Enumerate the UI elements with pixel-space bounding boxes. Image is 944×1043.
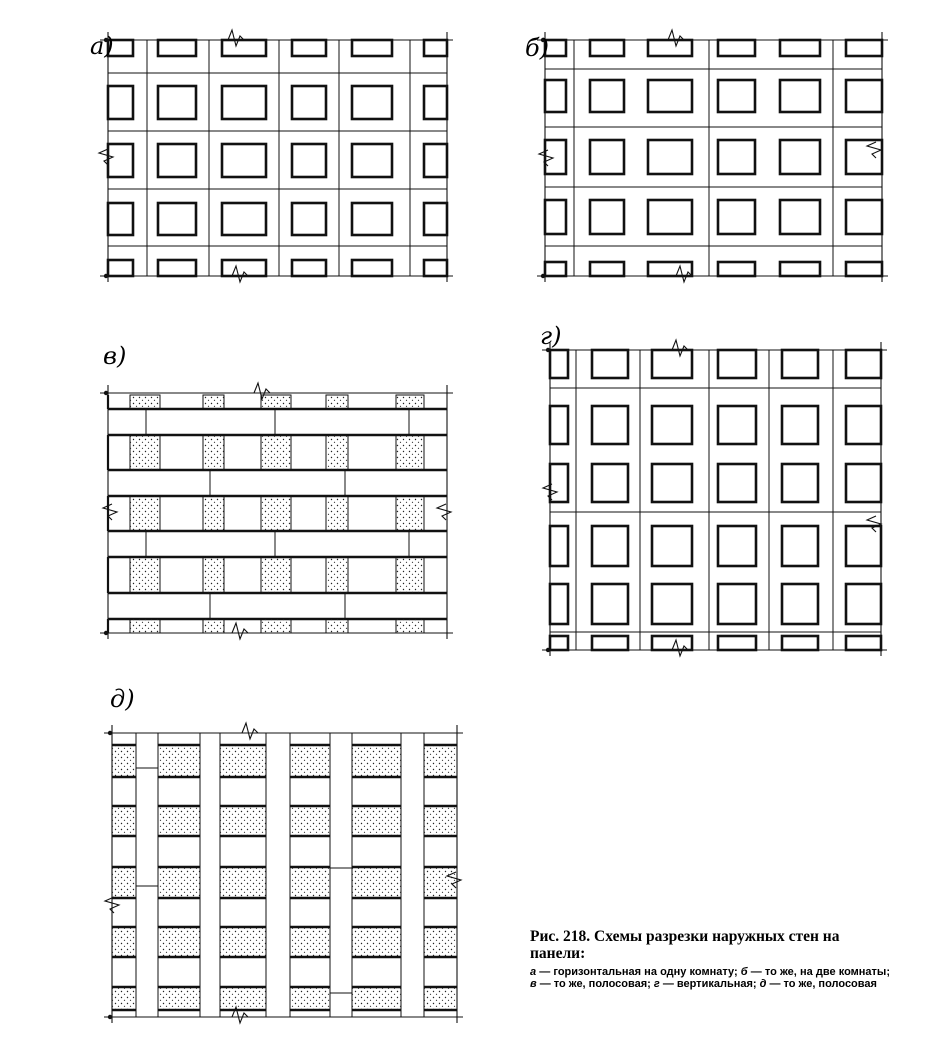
window-opening bbox=[648, 80, 692, 112]
insulation-infill bbox=[326, 496, 348, 531]
insulation-infill bbox=[158, 745, 200, 777]
window-opening bbox=[652, 464, 692, 502]
insulation-infill bbox=[203, 557, 224, 593]
panel-v-horizontal-strip bbox=[100, 383, 453, 639]
insulation-infill bbox=[112, 927, 136, 957]
window-opening bbox=[652, 526, 692, 566]
insulation-infill bbox=[352, 987, 401, 1010]
insulation-infill bbox=[326, 557, 348, 593]
insulation-infill bbox=[352, 745, 401, 777]
legend-letter-b: б bbox=[740, 966, 748, 978]
window-opening bbox=[352, 144, 392, 177]
insulation-infill bbox=[424, 745, 457, 777]
legend-text-g: — вертикальная; bbox=[659, 978, 760, 990]
insulation-infill bbox=[220, 927, 266, 957]
insulation-infill bbox=[203, 496, 224, 531]
window-opening bbox=[550, 464, 568, 502]
window-opening bbox=[782, 464, 818, 502]
window-opening bbox=[550, 526, 568, 566]
window-opening bbox=[652, 350, 692, 378]
insulation-infill bbox=[396, 557, 424, 593]
window-opening bbox=[352, 260, 392, 276]
window-opening bbox=[108, 260, 133, 276]
insulation-infill bbox=[130, 619, 160, 633]
insulation-infill bbox=[130, 395, 160, 409]
corner-dot bbox=[108, 1015, 112, 1019]
window-opening bbox=[846, 200, 882, 234]
window-opening bbox=[222, 203, 266, 235]
insulation-infill bbox=[424, 987, 457, 1010]
panel-a-horizontal-one-room bbox=[99, 30, 453, 282]
window-opening bbox=[424, 86, 447, 119]
window-opening bbox=[846, 262, 882, 276]
break-mark bbox=[867, 516, 881, 532]
insulation-infill bbox=[220, 745, 266, 777]
window-opening bbox=[590, 262, 624, 276]
window-opening bbox=[592, 464, 628, 502]
panel-d-vertical-strip bbox=[104, 723, 463, 1023]
insulation-infill bbox=[220, 867, 266, 898]
insulation-infill bbox=[290, 745, 330, 777]
window-opening bbox=[108, 86, 133, 119]
insulation-infill bbox=[290, 927, 330, 957]
break-mark bbox=[672, 340, 688, 356]
insulation-infill bbox=[261, 619, 291, 633]
window-opening bbox=[846, 584, 881, 624]
corner-dot bbox=[108, 731, 112, 735]
window-opening bbox=[592, 526, 628, 566]
legend-letter-d: д bbox=[759, 978, 767, 990]
break-mark bbox=[103, 504, 117, 520]
window-opening bbox=[292, 203, 326, 235]
window-opening bbox=[352, 86, 392, 119]
window-opening bbox=[545, 262, 566, 276]
insulation-infill bbox=[158, 867, 200, 898]
insulation-infill bbox=[112, 867, 136, 898]
legend-letter-a: а bbox=[530, 966, 537, 978]
break-mark bbox=[242, 723, 258, 739]
window-opening bbox=[550, 350, 568, 378]
window-opening bbox=[780, 80, 820, 112]
insulation-infill bbox=[203, 435, 224, 470]
insulation-infill bbox=[326, 435, 348, 470]
window-opening bbox=[718, 200, 755, 234]
window-opening bbox=[590, 80, 624, 112]
window-opening bbox=[592, 584, 628, 624]
break-mark bbox=[437, 504, 451, 520]
window-opening bbox=[782, 350, 818, 378]
window-opening bbox=[846, 140, 882, 174]
insulation-infill bbox=[424, 927, 457, 957]
window-opening bbox=[718, 262, 755, 276]
window-opening bbox=[592, 406, 628, 444]
break-mark bbox=[228, 30, 244, 46]
window-opening bbox=[846, 40, 882, 56]
insulation-infill bbox=[290, 867, 330, 898]
window-opening bbox=[292, 86, 326, 119]
window-opening bbox=[648, 200, 692, 234]
break-mark bbox=[668, 30, 684, 46]
legend-text-b: — то же, на две комнаты; bbox=[747, 966, 890, 978]
insulation-infill bbox=[352, 806, 401, 836]
insulation-infill bbox=[220, 806, 266, 836]
window-opening bbox=[590, 140, 624, 174]
window-opening bbox=[782, 636, 818, 650]
window-opening bbox=[292, 144, 326, 177]
window-opening bbox=[545, 80, 566, 112]
insulation-infill bbox=[396, 619, 424, 633]
insulation-infill bbox=[220, 987, 266, 1010]
insulation-infill bbox=[326, 619, 348, 633]
window-opening bbox=[590, 40, 624, 56]
window-opening bbox=[592, 636, 628, 650]
window-opening bbox=[718, 464, 756, 502]
window-opening bbox=[718, 406, 756, 444]
insulation-infill bbox=[396, 395, 424, 409]
caption-title: Рис. 218. Схемы разрезки наружных стен на панели: bbox=[530, 928, 840, 962]
panel-b-label: б) bbox=[525, 34, 550, 62]
legend-letter-v: в bbox=[530, 978, 537, 990]
window-opening bbox=[718, 40, 755, 56]
insulation-infill bbox=[130, 496, 160, 531]
panel-a-label: а) bbox=[90, 32, 114, 60]
window-opening bbox=[718, 140, 755, 174]
window-opening bbox=[780, 200, 820, 234]
insulation-infill bbox=[158, 806, 200, 836]
insulation-infill bbox=[396, 435, 424, 470]
caption-legend bbox=[530, 966, 890, 990]
window-opening bbox=[846, 350, 881, 378]
insulation-infill bbox=[158, 927, 200, 957]
window-opening bbox=[648, 140, 692, 174]
break-mark bbox=[232, 266, 248, 282]
window-opening bbox=[158, 203, 196, 235]
insulation-infill bbox=[112, 806, 136, 836]
break-mark bbox=[99, 149, 113, 165]
window-opening bbox=[108, 144, 133, 177]
window-opening bbox=[222, 260, 266, 276]
window-opening bbox=[424, 203, 447, 235]
panel-v-label: в) bbox=[103, 342, 127, 370]
insulation-infill bbox=[130, 557, 160, 593]
window-opening bbox=[550, 584, 568, 624]
legend-letter-g: г bbox=[653, 978, 660, 990]
window-opening bbox=[158, 40, 196, 56]
window-opening bbox=[592, 350, 628, 378]
window-opening bbox=[718, 636, 756, 650]
window-opening bbox=[782, 584, 818, 624]
window-opening bbox=[292, 40, 326, 56]
panel-g-label: г) bbox=[540, 322, 562, 350]
corner-dot bbox=[104, 391, 108, 395]
insulation-infill bbox=[261, 557, 291, 593]
window-opening bbox=[424, 260, 447, 276]
window-opening bbox=[545, 200, 566, 234]
window-opening bbox=[718, 80, 755, 112]
window-opening bbox=[780, 140, 820, 174]
legend-text-a: — горизонтальная на одну комнату; bbox=[536, 966, 741, 978]
insulation-infill bbox=[203, 395, 224, 409]
window-opening bbox=[158, 260, 196, 276]
insulation-infill bbox=[290, 987, 330, 1010]
insulation-infill bbox=[424, 806, 457, 836]
window-opening bbox=[782, 406, 818, 444]
window-opening bbox=[550, 406, 568, 444]
window-opening bbox=[648, 40, 692, 56]
insulation-infill bbox=[352, 867, 401, 898]
window-opening bbox=[158, 86, 196, 119]
window-opening bbox=[648, 262, 692, 276]
legend-text-d: — то же, полосовая bbox=[766, 978, 877, 990]
insulation-infill bbox=[261, 496, 291, 531]
window-opening bbox=[292, 260, 326, 276]
insulation-infill bbox=[158, 987, 200, 1010]
insulation-infill bbox=[352, 927, 401, 957]
window-opening bbox=[782, 526, 818, 566]
window-opening bbox=[108, 203, 133, 235]
insulation-infill bbox=[424, 867, 457, 898]
insulation-infill bbox=[326, 395, 348, 409]
break-mark bbox=[676, 266, 692, 282]
window-opening bbox=[222, 86, 266, 119]
window-opening bbox=[222, 40, 266, 56]
insulation-infill bbox=[261, 435, 291, 470]
window-opening bbox=[424, 144, 447, 177]
window-opening bbox=[846, 406, 881, 444]
panel-d-label: д) bbox=[110, 685, 135, 713]
insulation-infill bbox=[203, 619, 224, 633]
insulation-infill bbox=[130, 435, 160, 470]
window-opening bbox=[222, 144, 266, 177]
window-opening bbox=[550, 636, 568, 650]
window-opening bbox=[780, 40, 820, 56]
window-opening bbox=[718, 584, 756, 624]
insulation-infill bbox=[112, 745, 136, 777]
window-opening bbox=[652, 406, 692, 444]
insulation-infill bbox=[261, 395, 291, 409]
insulation-infill bbox=[290, 806, 330, 836]
window-opening bbox=[424, 40, 447, 56]
window-opening bbox=[846, 464, 881, 502]
break-mark bbox=[867, 142, 881, 158]
window-opening bbox=[780, 262, 820, 276]
window-opening bbox=[352, 203, 392, 235]
window-opening bbox=[846, 80, 882, 112]
window-opening bbox=[352, 40, 392, 56]
panel-b-horizontal-two-rooms bbox=[537, 30, 888, 282]
figure-caption bbox=[530, 928, 890, 990]
window-opening bbox=[718, 350, 756, 378]
break-mark bbox=[672, 640, 688, 656]
window-opening bbox=[846, 636, 881, 650]
break-mark bbox=[232, 623, 248, 639]
window-opening bbox=[590, 200, 624, 234]
window-opening bbox=[652, 584, 692, 624]
legend-text-v: — то же, полосовая; bbox=[536, 978, 654, 990]
window-opening bbox=[158, 144, 196, 177]
window-opening bbox=[718, 526, 756, 566]
insulation-infill bbox=[112, 987, 136, 1010]
panel-g-vertical bbox=[542, 340, 887, 656]
insulation-infill bbox=[396, 496, 424, 531]
